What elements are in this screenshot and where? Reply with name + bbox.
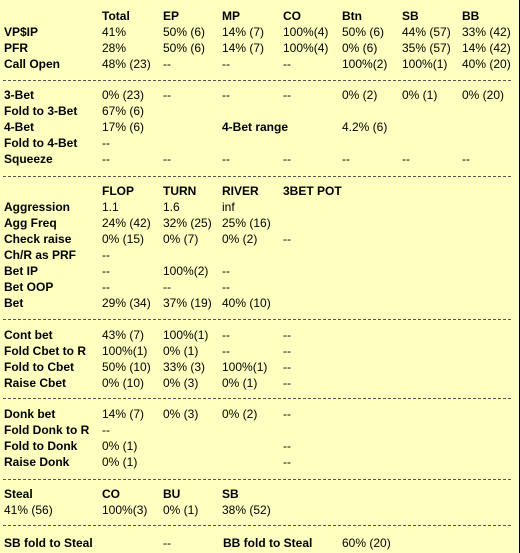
preflop-row-header (0, 8, 520, 24)
stat-cell: 0% (1) (402, 88, 438, 102)
3bet-row-3bet (0, 87, 520, 103)
stat-cell: MP (222, 9, 240, 23)
stat-cell: 0% (15) (102, 232, 145, 246)
stat-cell: 100%(1) (102, 344, 148, 358)
section-divider (3, 319, 511, 320)
stat-cell: -- (283, 360, 291, 374)
stat-cell: 14% (42) (462, 41, 511, 55)
footer-row (0, 535, 520, 551)
stat-cell: -- (102, 152, 110, 166)
preflop-row-vpip (0, 24, 520, 40)
stat-cell: 100%(1) (222, 360, 268, 374)
stat-label: Agg Freq (4, 216, 57, 230)
stat-cell: -- (283, 344, 291, 358)
stat-label: Call Open (4, 57, 61, 71)
stat-cell: 100%(3) (102, 503, 148, 517)
stat-cell: 40% (20) (462, 57, 511, 71)
cbet-row-fold-cbet-to-r (0, 343, 520, 359)
stat-label: PFR (4, 41, 28, 55)
stat-cell: 0% (1) (102, 439, 138, 453)
stat-cell: TURN (163, 184, 197, 198)
stat-cell: SB (222, 487, 239, 501)
stat-cell: -- (222, 152, 230, 166)
stat-cell: 1.6 (163, 200, 180, 214)
stat-cell: -- (163, 152, 171, 166)
stat-cell: 0% (20) (462, 88, 505, 102)
donk-row-raise-donk (0, 454, 520, 470)
stat-cell: -- (283, 57, 291, 71)
stat-label: VP$IP (4, 25, 39, 39)
stat-cell: 35% (57) (402, 41, 451, 55)
section-divider (3, 398, 511, 399)
stat-cell: CO (102, 487, 120, 501)
stat-cell: -- (102, 248, 110, 262)
cbet-row-cont-bet (0, 327, 520, 343)
stat-cell: 0% (3) (163, 407, 199, 421)
donk-row-fold-to-donk (0, 438, 520, 454)
stat-label: Raise Cbet (4, 376, 67, 390)
postflop-row-header (0, 183, 520, 199)
bb-fold-to-steal-value: 60% (20) (342, 536, 391, 550)
stat-cell: -- (102, 280, 110, 294)
stat-cell: -- (222, 88, 230, 102)
stat-cell: 32% (25) (163, 216, 212, 230)
stat-cell: -- (102, 136, 110, 150)
stat-label: 4-Bet (4, 120, 35, 134)
stat-cell: 0% (1) (163, 503, 199, 517)
stat-cell: -- (222, 328, 230, 342)
stat-cell: 1.1 (102, 200, 119, 214)
stat-label: Ch/R as PRF (4, 248, 77, 262)
stat-cell: 50% (6) (342, 25, 385, 39)
postflop-row-check-raise (0, 231, 520, 247)
stat-cell: -- (222, 344, 230, 358)
stat-cell: -- (102, 264, 110, 278)
stat-cell: 4.2% (6) (342, 120, 388, 134)
postflop-row-bet-ip (0, 263, 520, 279)
3bet-row-fold-to-3bet (0, 103, 520, 119)
stat-label: Aggression (4, 200, 71, 214)
stat-cell: 25% (16) (222, 216, 271, 230)
stat-cell: 100%(1) (402, 57, 448, 71)
stat-cell: 100%(4) (283, 25, 329, 39)
stat-label: Cont bet (4, 328, 53, 342)
stat-cell: SB (402, 9, 419, 23)
sb-fold-to-steal-value: -- (163, 536, 171, 550)
stat-cell: -- (163, 280, 171, 294)
stat-label: Fold to 4-Bet (4, 136, 78, 150)
stat-cell: 0% (1) (222, 376, 258, 390)
stat-label: Fold Donk to R (4, 423, 90, 437)
donk-row-fold-donk-to-r (0, 422, 520, 438)
stat-cell: 0% (1) (163, 344, 199, 358)
stat-cell: BU (163, 487, 181, 501)
stat-label: Fold to Cbet (4, 360, 74, 374)
stat-cell: 29% (34) (102, 296, 151, 310)
postflop-row-aggression (0, 199, 520, 215)
stat-cell: -- (163, 57, 171, 71)
stat-label: Fold to Donk (4, 439, 78, 453)
stat-cell: FLOP (102, 184, 134, 198)
sb-fold-to-steal-label: SB fold to Steal (4, 536, 93, 550)
stat-cell: 24% (42) (102, 216, 151, 230)
stat-cell: 0% (2) (342, 88, 378, 102)
stat-cell: 100%(2) (163, 264, 209, 278)
stat-cell: -- (283, 232, 291, 246)
3bet-row-fold-to-4bet (0, 135, 520, 151)
stat-cell: -- (222, 57, 230, 71)
stat-cell: Btn (342, 9, 362, 23)
stat-cell: -- (283, 88, 291, 102)
preflop-row-pfr (0, 40, 520, 56)
stat-cell: 14% (7) (222, 41, 265, 55)
stat-label: Check raise (4, 232, 72, 246)
stat-cell: -- (283, 407, 291, 421)
stat-label: Bet IP (4, 264, 39, 278)
postflop-row-bet (0, 295, 520, 311)
stat-cell: RIVER (222, 184, 259, 198)
stat-cell: -- (283, 376, 291, 390)
postflop-row-agg-freq (0, 215, 520, 231)
preflop-row-call-open (0, 56, 520, 72)
stat-cell: 14% (7) (102, 407, 145, 421)
postflop-row-bet-oop (0, 279, 520, 295)
section-divider (3, 525, 511, 526)
stat-cell: 41% (102, 25, 127, 39)
stat-cell: Total (102, 9, 130, 23)
stat-label: Bet OOP (4, 280, 54, 294)
stat-cell: 48% (23) (102, 57, 151, 71)
stat-cell: 43% (7) (102, 328, 145, 342)
stat-label: Fold Cbet to R (4, 344, 86, 358)
stat-cell: 37% (19) (163, 296, 212, 310)
stat-cell: 67% (6) (102, 104, 145, 118)
stat-cell: 50% (10) (102, 360, 151, 374)
stat-cell: 38% (52) (222, 503, 271, 517)
stat-cell: inf (222, 200, 235, 214)
stat-label: Fold to 3-Bet (4, 104, 78, 118)
cbet-row-raise-cbet (0, 375, 520, 391)
stat-label: 41% (56) (4, 503, 53, 517)
stat-label: Donk bet (4, 407, 56, 421)
stat-cell: 100%(2) (342, 57, 388, 71)
stat-cell: -- (283, 328, 291, 342)
stat-label: Raise Donk (4, 455, 70, 469)
stat-cell: 0% (10) (102, 376, 145, 390)
stat-cell: 28% (102, 41, 127, 55)
postflop-row-chr-as-prf (0, 247, 520, 263)
steal-row-values (0, 502, 520, 518)
stat-cell: -- (283, 455, 291, 469)
stat-cell: 50% (6) (163, 25, 206, 39)
stat-label: Steal (4, 487, 33, 501)
donk-row-donk-bet (0, 406, 520, 422)
stat-cell: -- (402, 152, 410, 166)
stat-cell: 100%(4) (283, 41, 329, 55)
stat-cell: 40% (10) (222, 296, 271, 310)
stat-label: 3-Bet (4, 88, 35, 102)
stat-cell: -- (342, 152, 350, 166)
stat-cell: 0% (7) (163, 232, 199, 246)
stat-cell: -- (163, 88, 171, 102)
stat-cell: 14% (7) (222, 25, 265, 39)
stat-cell: 100%(1) (163, 328, 209, 342)
stat-cell: -- (222, 280, 230, 294)
stat-label: Squeeze (4, 152, 53, 166)
stat-cell: -- (283, 152, 291, 166)
stat-cell: -- (222, 264, 230, 278)
stat-cell: 44% (57) (402, 25, 451, 39)
stat-label: Bet (4, 296, 24, 310)
steal-row-header (0, 486, 520, 502)
stat-cell: 3BET POT (283, 184, 342, 198)
stat-cell: 0% (1) (102, 455, 138, 469)
stat-cell: -- (462, 152, 470, 166)
stat-cell: 4-Bet range (222, 120, 289, 134)
bb-fold-to-steal-label: BB fold to Steal (223, 536, 313, 550)
stat-cell: 0% (2) (222, 232, 258, 246)
stat-cell: 17% (6) (102, 120, 145, 134)
3bet-row-squeeze (0, 151, 520, 167)
stat-cell: CO (283, 9, 301, 23)
stat-cell: 50% (6) (163, 41, 206, 55)
stat-cell: 0% (23) (102, 88, 145, 102)
stat-cell: BB (462, 9, 480, 23)
stat-cell: -- (102, 423, 110, 437)
stat-cell: -- (283, 439, 291, 453)
stat-cell: EP (163, 9, 180, 23)
cbet-row-fold-to-cbet (0, 359, 520, 375)
stat-cell: 33% (42) (462, 25, 511, 39)
section-divider (3, 176, 511, 177)
stat-cell: 0% (6) (342, 41, 378, 55)
stat-cell: 0% (3) (163, 376, 199, 390)
stat-cell: 0% (2) (222, 407, 258, 421)
3bet-row-4bet (0, 119, 520, 135)
section-divider (3, 80, 511, 81)
stat-cell: 33% (3) (163, 360, 206, 374)
section-divider (3, 479, 511, 480)
